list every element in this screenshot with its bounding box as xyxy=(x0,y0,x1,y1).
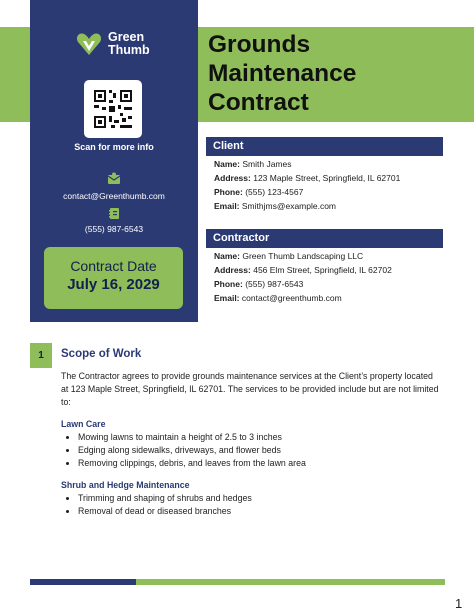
contractor-heading: Contractor xyxy=(206,229,443,248)
title-line2: Maintenance xyxy=(208,60,357,87)
list-item: • Trimming and shaping of shrubs and hedges xyxy=(78,492,252,505)
contractor-address: 456 Elm Street, Springfield, IL 62702 xyxy=(253,265,392,275)
list-item: • Removing clippings, debris, and leaves from the lawn area xyxy=(78,457,306,470)
sidebar-phone: (555) 987-6543 xyxy=(84,224,144,234)
contractor-address-row xyxy=(214,263,454,277)
client-address-label: Address: xyxy=(214,173,251,183)
client-phone-label: Phone: xyxy=(214,187,243,197)
logo-text xyxy=(108,31,150,57)
contract-date-box xyxy=(44,247,183,309)
client-address-row xyxy=(214,171,454,185)
phone-book-icon xyxy=(104,207,124,221)
heart-leaf-icon xyxy=(76,31,102,57)
contractor-name-row xyxy=(214,249,454,263)
shrub-heading: Shrub and Hedge Maintenance xyxy=(61,480,190,490)
contractor-phone-row xyxy=(214,277,454,291)
section-title: Scope of Work xyxy=(61,348,142,360)
client-email-row xyxy=(214,199,454,213)
client-name-row xyxy=(214,157,454,171)
contractor-email-row xyxy=(214,291,454,305)
contractor-info xyxy=(214,249,454,305)
qr-code xyxy=(84,80,142,138)
list-item: • Mowing lawns to maintain a height of 2.5 to 3 inches xyxy=(78,431,306,444)
contractor-name: Green Thumb Landscaping LLC xyxy=(242,251,364,261)
logo xyxy=(76,28,166,60)
client-name-label: Name: xyxy=(214,159,240,169)
section-number: 1 xyxy=(30,343,52,368)
title-line3: Contract xyxy=(208,89,309,116)
contract-date-label: Contract Date xyxy=(70,258,157,274)
sidebar-email: contact@Greenthumb.com xyxy=(63,191,165,201)
page-number: 1 xyxy=(455,596,463,611)
shrub-list xyxy=(61,492,252,518)
document-title xyxy=(208,30,448,117)
lawn-care-heading: Lawn Care xyxy=(61,419,106,429)
logo-line2: Thumb xyxy=(108,43,150,57)
contract-date-value: July 16, 2029 xyxy=(67,276,160,293)
contractor-name-label: Name: xyxy=(214,251,240,261)
contractor-phone-label: Phone: xyxy=(214,279,243,289)
scope-paragraph: The Contractor agrees to provide grounds maintenance services at the Client’s property located at 123 Maple Street, Springfield, IL 62701. The services to be provided include but are not limited to: xyxy=(61,371,439,407)
client-email-label: Email: xyxy=(214,201,240,211)
client-phone: (555) 123-4567 xyxy=(245,187,304,197)
lawn-care-list xyxy=(61,431,306,470)
contractor-address-label: Address: xyxy=(214,265,251,275)
title-line1: Grounds xyxy=(208,31,311,58)
qr-caption: Scan for more info xyxy=(74,142,154,152)
list-item: • Removal of dead or diseased branches xyxy=(78,505,252,518)
client-info xyxy=(214,157,454,213)
contractor-email-label: Email: xyxy=(214,293,240,303)
client-address: 123 Maple Street, Springfield, IL 62701 xyxy=(253,173,401,183)
list-item: • Edging along sidewalks, driveways, and flower beds xyxy=(78,444,306,457)
client-email: Smithjms@example.com xyxy=(241,201,337,211)
mail-icon xyxy=(104,172,124,186)
client-phone-row xyxy=(214,185,454,199)
client-heading: Client xyxy=(206,137,443,156)
qr-code-icon xyxy=(84,80,142,138)
footer-bar-navy xyxy=(30,579,136,585)
contractor-email: contact@greenthumb.com xyxy=(241,293,342,303)
footer-bar-green xyxy=(136,579,445,585)
logo-line1: Green xyxy=(108,30,145,44)
client-name: Smith James xyxy=(242,159,292,169)
contractor-phone: (555) 987-6543 xyxy=(245,279,304,289)
